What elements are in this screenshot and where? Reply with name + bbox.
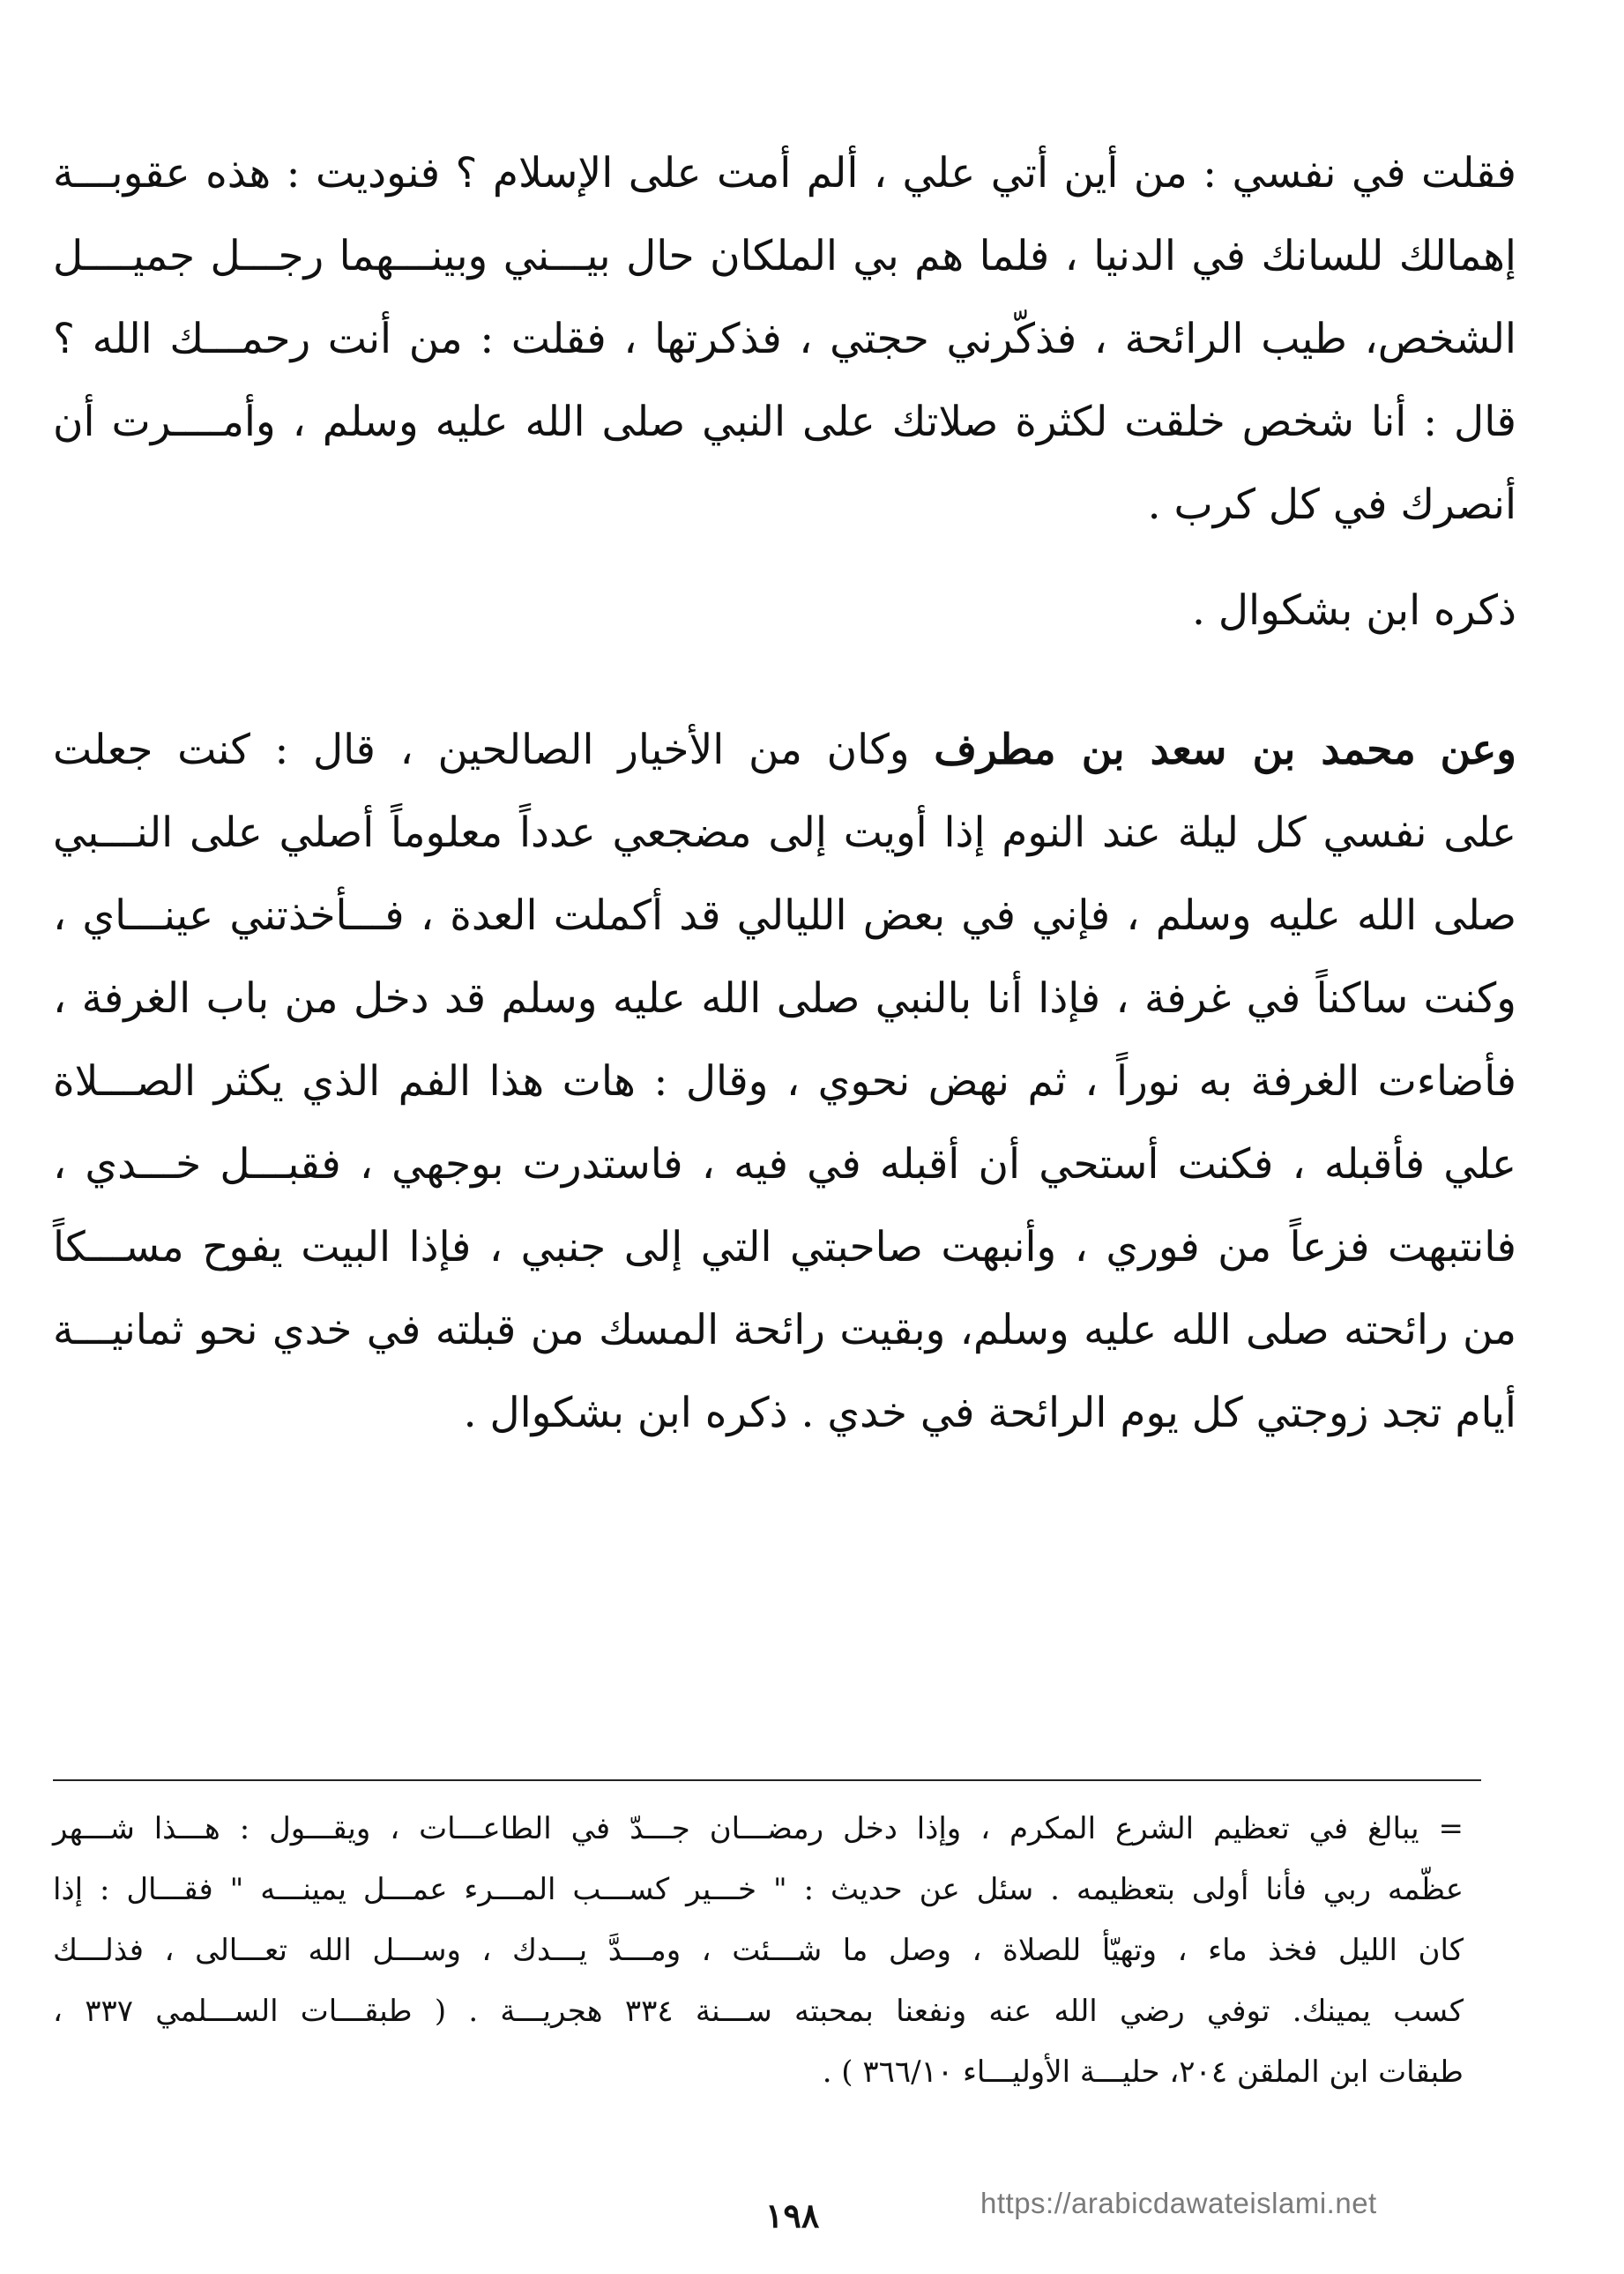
footnote-line: كسب يمينك. توفي رضي الله عنه ونفعنا بمحبته ســـنة ٣٣٤ هجريـــة . ( طبقـــات الســـلمي ٣٣٧ ، bbox=[53, 1994, 1464, 2029]
text-line: الشخص، طيب الرائحة ، فذكّرني حجتي ، فذكرتها ، فقلت : من أنت رحمـــك الله ؟ bbox=[53, 315, 1516, 363]
text-line: إهمالك للسانك في الدنيا ، فلما هم بي الملكان حال بيـــني وبينـــهما رجـــل جميــــل bbox=[53, 232, 1516, 280]
text-line-remainder: وكان من الأخيار الصالحين ، قال : كنت جعلت bbox=[53, 726, 910, 774]
paragraph-1 bbox=[53, 132, 1516, 547]
text-line: فقلت في نفسي : من أين أتي علي ، ألم أمت على الإسلام ؟ فنوديت : هذه عقوبـــة bbox=[53, 149, 1516, 198]
text-line-with-name bbox=[53, 709, 1516, 792]
watermark-url: https://arabicdawateislami.net bbox=[980, 2187, 1377, 2219]
citation-line: ذكره ابن بشكوال . bbox=[1192, 586, 1516, 635]
footnote-line: عظّمه ربي فأنا أولى بتعظيمه . سئل عن حديث : " خـــير كســـب المـــرء عمـــل يمينـــه " فقـــال : إذا bbox=[53, 1872, 1464, 1907]
book-page-body bbox=[53, 132, 1516, 1455]
text-line: وكنت ساكناً في غرفة ، فإذا أنا بالنبي صلى الله عليه وسلم قد دخل من باب الغرفة ، bbox=[53, 974, 1516, 1023]
text-line: قال : أنا شخص خلقت لكثرة صلاتك على النبي صلى الله عليه وسلم ، وأمــــرت أن bbox=[53, 398, 1516, 446]
text-line: من رائحته صلى الله عليه وسلم، وبقيت رائحة المسك من قبلته في خدي نحو ثمانيـــة bbox=[53, 1306, 1516, 1354]
text-line: على نفسي كل ليلة عند النوم إذا أويت إلى مضجعي عدداً معلوماً أصلي على النـــبي bbox=[53, 809, 1516, 857]
narrator-name: محمد بن سعد بن مطرف bbox=[934, 726, 1416, 774]
spacer bbox=[53, 652, 1516, 709]
paragraph-opening-word: وعن bbox=[1440, 726, 1517, 774]
paragraph-2 bbox=[53, 709, 1516, 1455]
footnote-block bbox=[53, 1799, 1464, 2103]
footnote-line: = يبالغ في تعظيم الشرع المكرم ، وإذا دخل رمضـــان جـــدّ في الطاعـــات ، ويقـــول : هـــذا شـــهر bbox=[53, 1811, 1464, 1846]
footnote-separator bbox=[53, 1779, 1481, 1781]
text-line: صلى الله عليه وسلم ، فإني في بعض الليالي قد أكملت العدة ، فـــأخذتني عينـــاي ، bbox=[53, 891, 1516, 940]
text-line: علي فأقبله ، فكنت أستحي أن أقبله في فيه ، فاستدرت بوجهي ، فقبـــل خـــدي ، bbox=[53, 1140, 1516, 1189]
text-line: أيام تجد زوجتي كل يوم الرائحة في خدي . ذكره ابن بشكوال . bbox=[463, 1389, 1516, 1437]
text-line: أنصرك في كل كرب . bbox=[1147, 481, 1516, 529]
spacer bbox=[53, 547, 1516, 570]
footnote-line: طبقات ابن الملقن ٢٠٤، حليـــة الأوليـــاء ٣٦٦/١٠ ) . bbox=[822, 2054, 1464, 2090]
footnote-line: كان الليل فخذ ماء ، وتهيّأ للصلاة ، وصل ما شـــئت ، ومـــدَّ يـــدك ، وســـل الله تعـــالى ، فذلـــك bbox=[53, 1933, 1464, 1968]
text-line: فانتبهت فزعاً من فوري ، وأنبهت صاحبتي التي إلى جنبي ، فإذا البيت يفوح مســـكاً bbox=[53, 1223, 1516, 1271]
page-number: ١٩٨ bbox=[765, 2196, 820, 2235]
text-line: فأضاءت الغرفة به نوراً ، ثم نهض نحوي ، وقال : هات هذا الفم الذي يكثر الصـــلاة bbox=[53, 1057, 1516, 1106]
